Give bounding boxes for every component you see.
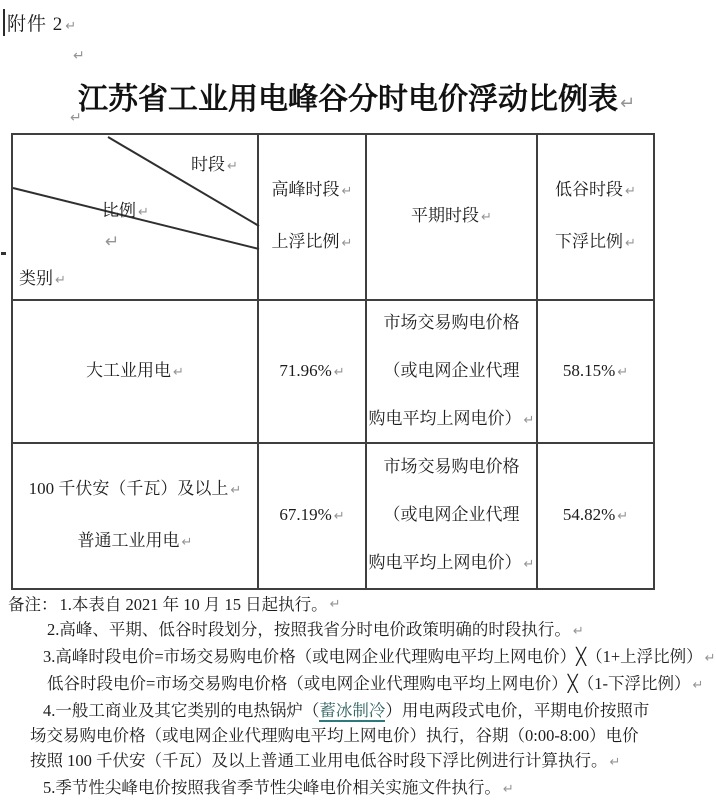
- paragraph-mark-icon: ↵: [481, 210, 492, 225]
- note-line-4: [47, 671, 704, 698]
- header-peak-text1: 高峰时段: [271, 180, 340, 199]
- paragraph-mark-icon: ↵: [704, 651, 716, 666]
- row1-peak-value: [279, 362, 344, 382]
- row2-category-line1: [29, 480, 242, 500]
- paragraph-mark-icon: ↵: [620, 93, 636, 114]
- paragraph-mark-icon: ↵: [617, 364, 629, 380]
- note-line-5: [43, 698, 660, 723]
- paragraph-mark-icon: ↵: [65, 19, 78, 34]
- corner-header-cell: [13, 135, 257, 299]
- header-valley-line1: [555, 181, 636, 201]
- row1-flat-line1: 市场交易购电价格: [383, 312, 520, 332]
- page-title-text: 江苏省工业用电峰谷分时电价浮动比例表: [78, 83, 618, 116]
- note8-text: 5.季节性尖峰电价按照我省季节性尖峰电价相关实施文件执行。: [43, 778, 501, 797]
- paragraph-mark-icon: ↵: [609, 755, 621, 770]
- header-flat-line: [411, 207, 492, 227]
- row1-flat-text3: 购电平均上网电价）: [368, 408, 522, 428]
- note-line-6: [30, 723, 660, 748]
- row2-flat-line1: 市场交易购电价格: [383, 457, 520, 476]
- note5-suffix-text: ）用电两段式电价，平期电价按照市: [385, 701, 650, 720]
- row2-peak-cell: [259, 444, 365, 588]
- paragraph-mark-icon: ↵: [625, 236, 636, 251]
- header-peak-line2: [272, 233, 353, 253]
- row1-valley-value: [563, 362, 628, 382]
- paragraph-mark-icon: ↵: [227, 159, 238, 174]
- row1-valley-text: 58.15%: [562, 360, 616, 380]
- row2-flat-line2: （或电网企业代理: [383, 505, 520, 524]
- paragraph-mark-icon: ↵: [341, 184, 353, 199]
- header-valley-text2: 下浮比例: [555, 232, 624, 251]
- row1-flat-line2: （或电网企业代理: [383, 360, 520, 380]
- paragraph-mark-icon: ↵: [73, 48, 85, 64]
- note5-prefix-text: 4.一般工商业及其它类别的电热锅炉（: [43, 701, 320, 720]
- notes-label: 备注：: [8, 595, 58, 614]
- row1-category-cell: [13, 301, 257, 442]
- paragraph-mark-icon: ↵: [523, 557, 535, 572]
- corner-ratio-text: 比例: [102, 201, 136, 220]
- paragraph-mark-icon: ↵: [502, 782, 514, 797]
- paragraph-mark-icon: ↵: [70, 110, 82, 126]
- row2-category-line2: [78, 532, 193, 552]
- header-flat-column: [367, 135, 536, 299]
- header-flat-text: 平期时段: [411, 206, 480, 225]
- page-title: [78, 74, 635, 118]
- row2-valley-cell: [538, 444, 653, 588]
- paragraph-mark-icon: ↵: [230, 483, 242, 498]
- row2-category-cell: [13, 444, 257, 588]
- ice-storage-cooling-link[interactable]: 蓄冰制冷: [319, 701, 386, 720]
- header-valley-text1: 低谷时段: [555, 180, 624, 199]
- row2-peak-value: [279, 506, 344, 526]
- paragraph-mark-icon: ↵: [572, 624, 584, 639]
- paragraph-mark-icon: ↵: [55, 273, 66, 288]
- stray-mark: [1, 252, 6, 255]
- row2-flat-text3: 购电平均上网电价）: [368, 553, 522, 572]
- row2-category-text1: 100 千伏安（千瓦）及以上: [28, 479, 229, 498]
- paragraph-mark-icon: ↵: [341, 236, 353, 251]
- note3-text: 3.高峰时段电价=市场交易购电价格（或电网企业代理购电平均上网电价）╳（1+上浮比例）: [43, 647, 703, 666]
- price-table: [11, 133, 655, 590]
- row2-flat-line3: [369, 554, 535, 574]
- row1-peak-text: 71.96%: [279, 360, 332, 380]
- row2-valley-value: [563, 506, 628, 526]
- header-valley-line2: [555, 233, 636, 253]
- row1-flat-line3: [369, 410, 535, 430]
- row2-flat-cell: [367, 444, 536, 588]
- row1-peak-cell: [259, 301, 365, 442]
- paragraph-mark-icon: ↵: [333, 509, 345, 524]
- paragraph-mark-icon: ↵: [181, 535, 193, 550]
- note-line-3: [43, 644, 716, 671]
- header-valley-column: [538, 135, 653, 299]
- corner-category-text: 类别: [19, 269, 53, 288]
- row2-category-text2: 普通工业用电: [77, 531, 180, 550]
- note2-text: 2.高峰、平期、低谷时段划分，按照我省分时电价政策明确的时段执行。: [47, 620, 571, 639]
- note-line-2: [47, 617, 660, 644]
- paragraph-mark-icon: ↵: [138, 205, 149, 220]
- note-line-8: [43, 775, 660, 802]
- row1-valley-cell: [538, 301, 653, 442]
- note1-text: 1.本表自 2021 年 10 月 15 日起执行。: [59, 595, 328, 614]
- note-line-7: [30, 748, 660, 775]
- row1-category-label: [86, 362, 184, 382]
- corner-ratio-label: [102, 196, 149, 221]
- paragraph-mark-icon: ↵: [523, 412, 535, 428]
- row2-valley-text: 54.82%: [562, 505, 616, 524]
- paragraph-mark-icon: ↵: [692, 678, 704, 693]
- attachment-label: [7, 9, 77, 36]
- paragraph-mark-icon: ↵: [329, 597, 341, 612]
- header-peak-column: [259, 135, 365, 299]
- paragraph-mark-icon: ↵: [617, 509, 629, 524]
- note4-text: 低谷时段电价=市场交易购电价格（或电网企业代理购电平均上网电价）╳（1-下浮比例）: [47, 674, 691, 693]
- text-cursor: [3, 9, 5, 36]
- note-line-1: [8, 592, 660, 617]
- row2-peak-text: 67.19%: [279, 505, 332, 524]
- paragraph-mark-icon: ↵: [173, 364, 184, 380]
- corner-time-label: [191, 150, 238, 175]
- row1-category-text: 大工业用电: [86, 360, 172, 380]
- notes-section: [8, 592, 716, 802]
- header-peak-line1: [272, 181, 353, 201]
- paragraph-mark-icon: ↵: [333, 364, 345, 380]
- paragraph-mark-icon: ↵: [625, 184, 636, 199]
- corner-category-label: [19, 264, 66, 289]
- corner-time-text: 时段: [191, 155, 225, 174]
- note7-text: 按照 100 千伏安（千瓦）及以上普通工业用电低谷时段下浮比例进行计算执行。: [30, 751, 608, 770]
- paragraph-mark-icon: ↵: [105, 232, 120, 252]
- note6-text: 场交易购电价格（或电网企业代理购电平均上网电价）执行，谷期（0:00-8:00）电价: [30, 726, 639, 745]
- attachment-label-text: 附件 2: [7, 14, 64, 35]
- row1-flat-cell: [367, 301, 536, 442]
- header-peak-text2: 上浮比例: [271, 232, 340, 251]
